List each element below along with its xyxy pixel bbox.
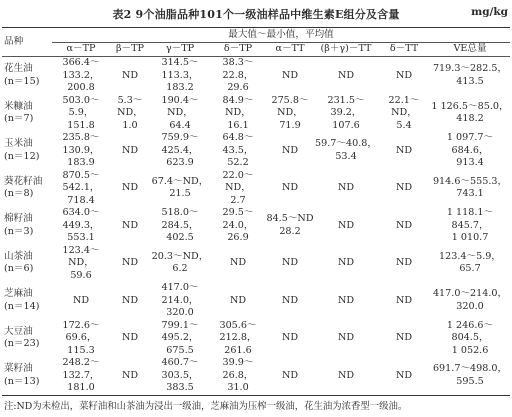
range-value: 190.4～ND， <box>161 94 199 118</box>
range-value: ND <box>281 182 299 193</box>
value-cell <box>210 357 266 395</box>
range-value: 518.0～284.5， <box>161 207 199 231</box>
range-value: 634.0～449.3， <box>62 207 100 231</box>
range-value: ND <box>395 332 413 343</box>
range-value: 366.4～133.2， <box>62 57 100 81</box>
value-cell <box>52 245 110 283</box>
value-cell <box>110 245 150 283</box>
range-value: ND <box>281 294 299 306</box>
range-header: 最大值～最小值，平均值 <box>52 28 510 43</box>
mean-value: 553.1 <box>67 232 95 243</box>
variety-cell <box>2 95 52 133</box>
range-value: 235.8～130.9， <box>62 132 100 156</box>
variety-name: 葵花籽油 <box>4 175 43 187</box>
range-value: 503.0～5.9， <box>62 94 100 118</box>
value-cell <box>52 320 110 358</box>
range-value: ND <box>229 257 247 268</box>
range-value: ND <box>121 257 139 268</box>
column-header: β－TP <box>110 43 150 57</box>
value-cell <box>110 357 150 395</box>
value-cell <box>150 282 210 320</box>
value-cell <box>378 57 430 95</box>
vitamin-e-table <box>2 27 510 396</box>
value-cell <box>430 170 510 208</box>
value-cell <box>52 357 110 395</box>
value-cell <box>314 57 378 95</box>
column-header: VE总量 <box>430 43 510 57</box>
value-cell <box>52 170 110 208</box>
variety-name: 山茶油 <box>4 250 33 262</box>
table-row <box>2 357 510 395</box>
value-cell <box>378 132 430 170</box>
variety-cell <box>2 282 52 320</box>
range-value: 719.3～282.5， <box>432 63 508 75</box>
range-value: 67.4～ND， <box>151 175 209 187</box>
value-cell <box>430 357 510 395</box>
range-value: 29.5～24.0， <box>222 207 254 231</box>
range-value: 22.0～ND， <box>222 169 254 193</box>
range-value: ND <box>229 294 247 306</box>
value-cell <box>52 282 110 320</box>
table-row <box>2 95 510 133</box>
range-value: 1 097.7～684.6， <box>446 132 494 156</box>
mean-value: 183.2 <box>166 82 194 93</box>
table-row <box>2 170 510 208</box>
value-cell <box>52 207 110 245</box>
range-value: 248.2～132.7， <box>62 357 100 381</box>
value-cell <box>210 320 266 358</box>
mean-value: 261.6 <box>224 344 252 356</box>
range-value: 59.7～40.8， <box>315 138 377 150</box>
value-cell <box>110 95 150 133</box>
mean-value: 402.5 <box>166 232 194 243</box>
range-value: 1 126.5～85.0， <box>431 100 509 112</box>
value-cell <box>430 57 510 95</box>
mean-value: 29.6 <box>227 82 249 93</box>
mean-value: 31.0 <box>227 382 249 393</box>
mean-value: 59.6 <box>70 269 92 281</box>
value-cell <box>266 170 314 208</box>
value-cell <box>266 207 314 245</box>
value-cell <box>150 357 210 395</box>
table-note: 注:ND为未检出，菜籽油和山茶油为浸出一级油，芝麻油为压榨一级油，花生油为浓香型一级油。 <box>4 401 408 412</box>
value-cell <box>110 132 150 170</box>
range-value: ND <box>395 219 413 231</box>
range-value: ND <box>395 69 413 81</box>
range-value: 691.7～498.0， <box>432 363 508 375</box>
value-cell <box>314 357 378 395</box>
range-value: 22.1～ND， <box>388 94 420 118</box>
range-value: ND <box>337 219 355 231</box>
value-cell <box>430 95 510 133</box>
value-cell <box>378 320 430 358</box>
column-header: (β＋γ)－TT <box>314 43 378 57</box>
sample-count: (n＝6) <box>4 263 34 275</box>
variety-name: 大豆油 <box>4 325 33 337</box>
value-cell <box>314 207 378 245</box>
variety-cell <box>2 132 52 170</box>
mean-value: 71.9 <box>279 119 301 131</box>
value-cell <box>210 57 266 95</box>
range-value: 799.1～495.2， <box>161 319 199 343</box>
value-cell <box>314 95 378 133</box>
variety-name: 玉米油 <box>4 138 33 150</box>
mean-value: 200.8 <box>67 82 95 93</box>
range-value: 5.3～ND， <box>117 94 143 118</box>
range-value: ND <box>337 332 355 343</box>
mean-value: 413.5 <box>456 75 484 87</box>
mean-value: 26.9 <box>227 232 249 243</box>
mean-value: 1 010.7 <box>451 232 489 243</box>
variety-cell <box>2 357 52 395</box>
mean-value: 107.6 <box>332 119 360 131</box>
variety-cell <box>2 320 52 358</box>
range-value: ND <box>281 332 299 343</box>
variety-name: 棉籽油 <box>4 213 33 225</box>
variety-name: 花生油 <box>4 63 33 75</box>
range-value: ND <box>121 144 139 156</box>
range-value: 314.5～113.3， <box>161 57 199 81</box>
table-row <box>2 320 510 358</box>
range-value: ND <box>337 257 355 268</box>
mean-value: 418.2 <box>456 113 484 125</box>
mean-value: 675.5 <box>166 344 194 356</box>
column-header: α－TT <box>266 43 314 57</box>
mean-value: 320.0 <box>166 307 194 318</box>
sample-count: (n＝12) <box>4 150 40 162</box>
range-value: ND <box>121 332 139 343</box>
mean-value: 181.0 <box>67 382 95 393</box>
value-cell <box>150 170 210 208</box>
value-cell <box>210 132 266 170</box>
mean-value: 1.0 <box>122 119 138 131</box>
sample-count: (n＝15) <box>4 75 40 87</box>
value-cell <box>210 207 266 245</box>
value-cell <box>314 170 378 208</box>
variety-name: 芝麻油 <box>4 288 33 300</box>
range-value: ND <box>395 144 413 156</box>
mean-value: 320.0 <box>456 300 484 312</box>
range-value: 1 246.6～804.5， <box>446 319 494 343</box>
value-cell <box>266 95 314 133</box>
range-value: 914.6～555.3， <box>432 175 508 187</box>
range-value: ND <box>395 369 413 381</box>
range-value: 64.8～43.5， <box>222 132 254 156</box>
variety-cell <box>2 57 52 95</box>
stub-header: 品种 <box>2 28 52 57</box>
range-value: 84.5～ND <box>266 213 314 225</box>
column-header: γ－TP <box>150 43 210 57</box>
mean-value: 115.3 <box>67 344 95 356</box>
range-value: 20.3～ND， <box>151 250 209 262</box>
range-value: ND <box>337 182 355 193</box>
value-cell <box>314 282 378 320</box>
mean-value: 52.2 <box>227 157 249 168</box>
sample-count: (n＝3) <box>4 225 34 237</box>
column-header: δ－TP <box>210 43 266 57</box>
mean-value: 65.7 <box>459 263 481 275</box>
table-row <box>2 207 510 245</box>
value-cell <box>314 245 378 283</box>
mean-value: 718.4 <box>67 194 95 206</box>
value-cell <box>266 357 314 395</box>
value-cell <box>430 320 510 358</box>
mean-value: 913.4 <box>456 157 484 168</box>
value-cell <box>266 282 314 320</box>
table-row <box>2 132 510 170</box>
table-title: 表2 9个油脂品种101个一级油样品中维生素E组分及含量 <box>112 8 400 21</box>
value-cell <box>314 320 378 358</box>
range-value: ND <box>121 69 139 81</box>
sample-count: (n＝14) <box>4 300 40 312</box>
mean-value: 2.7 <box>230 194 246 206</box>
value-cell <box>314 132 378 170</box>
range-value: 305.6～212.8， <box>219 319 257 343</box>
value-cell <box>150 320 210 358</box>
value-cell <box>378 282 430 320</box>
value-cell <box>210 245 266 283</box>
range-value: ND <box>281 369 299 381</box>
value-cell <box>110 282 150 320</box>
value-cell <box>378 207 430 245</box>
variety-name: 米糠油 <box>4 100 33 112</box>
value-cell <box>210 170 266 208</box>
mean-value: 16.1 <box>227 119 249 131</box>
range-value: ND <box>121 294 139 306</box>
value-cell <box>430 207 510 245</box>
mean-value: 383.5 <box>166 382 194 393</box>
mean-value: 183.9 <box>67 157 95 168</box>
value-cell <box>266 320 314 358</box>
mean-value: 53.4 <box>335 150 357 162</box>
value-cell <box>150 95 210 133</box>
range-value: ND <box>395 294 413 306</box>
sample-count: (n＝8) <box>4 188 34 200</box>
value-cell <box>150 245 210 283</box>
value-cell <box>430 282 510 320</box>
sample-count: (n＝13) <box>4 375 40 387</box>
range-value: 84.9～ND， <box>222 94 254 118</box>
range-value: 38.3～22.8， <box>222 57 254 81</box>
range-value: ND <box>337 294 355 306</box>
range-value: 417.0～214.0， <box>161 282 199 306</box>
range-value: 123.4～ND， <box>62 244 100 268</box>
variety-cell <box>2 207 52 245</box>
mean-value: 595.5 <box>456 375 484 387</box>
range-value: ND <box>337 369 355 381</box>
value-cell <box>110 170 150 208</box>
mean-value: 743.1 <box>456 188 484 200</box>
sample-count: (n＝23) <box>4 338 40 350</box>
value-cell <box>52 95 110 133</box>
value-cell <box>430 245 510 283</box>
range-value: 231.5～39.2， <box>327 94 365 118</box>
mean-value: 28.2 <box>279 225 301 237</box>
range-value: ND <box>281 69 299 81</box>
value-cell <box>150 57 210 95</box>
value-cell <box>266 132 314 170</box>
mean-value: 6.2 <box>172 263 188 275</box>
sample-count: (n＝7) <box>4 113 34 125</box>
range-value: 417.0～214.0， <box>432 288 508 300</box>
range-value: ND <box>121 369 139 381</box>
mean-value: 64.4 <box>169 119 191 131</box>
range-value: ND <box>121 219 139 231</box>
value-cell <box>378 357 430 395</box>
value-cell <box>52 57 110 95</box>
range-value: 123.4～5.9， <box>439 250 501 262</box>
mean-value: 623.9 <box>166 157 194 168</box>
range-value: 39.9～26.8， <box>222 357 254 381</box>
table-row <box>2 57 510 95</box>
range-value: ND <box>281 257 299 268</box>
value-cell <box>150 132 210 170</box>
table-row <box>2 282 510 320</box>
mean-value: 1 052.6 <box>451 344 489 356</box>
value-cell <box>378 170 430 208</box>
value-cell <box>210 95 266 133</box>
value-cell <box>210 282 266 320</box>
mean-value: 151.8 <box>67 119 95 131</box>
variety-cell <box>2 245 52 283</box>
value-cell <box>150 207 210 245</box>
value-cell <box>430 132 510 170</box>
range-value: ND <box>281 144 299 156</box>
variety-name: 菜籽油 <box>4 363 33 375</box>
variety-cell <box>2 170 52 208</box>
range-value: ND <box>395 257 413 268</box>
range-value: 870.5～542.1， <box>62 169 100 193</box>
range-value: 275.8～ND， <box>271 94 309 118</box>
column-header: δ－TT <box>378 43 430 57</box>
value-cell <box>266 245 314 283</box>
range-value: 172.6～69.6， <box>62 319 100 343</box>
unit-label: mg/kg <box>471 6 508 18</box>
value-cell <box>110 57 150 95</box>
mean-value: 5.4 <box>396 119 412 131</box>
range-value: ND <box>395 182 413 193</box>
range-value: 759.9～425.4， <box>161 132 199 156</box>
table-caption <box>0 6 512 22</box>
value-cell <box>110 207 150 245</box>
table-row <box>2 245 510 283</box>
value-cell <box>378 245 430 283</box>
value-cell <box>266 57 314 95</box>
range-value: 1 118.1～845.7， <box>446 207 494 231</box>
value-cell <box>378 95 430 133</box>
range-value: ND <box>337 69 355 81</box>
value-cell <box>52 132 110 170</box>
range-value: ND <box>121 182 139 193</box>
range-value: 460.7～303.5， <box>161 357 199 381</box>
mean-value: 21.5 <box>169 188 191 200</box>
value-cell <box>110 320 150 358</box>
column-header: α－TP <box>52 43 110 57</box>
range-value: ND <box>72 294 90 306</box>
